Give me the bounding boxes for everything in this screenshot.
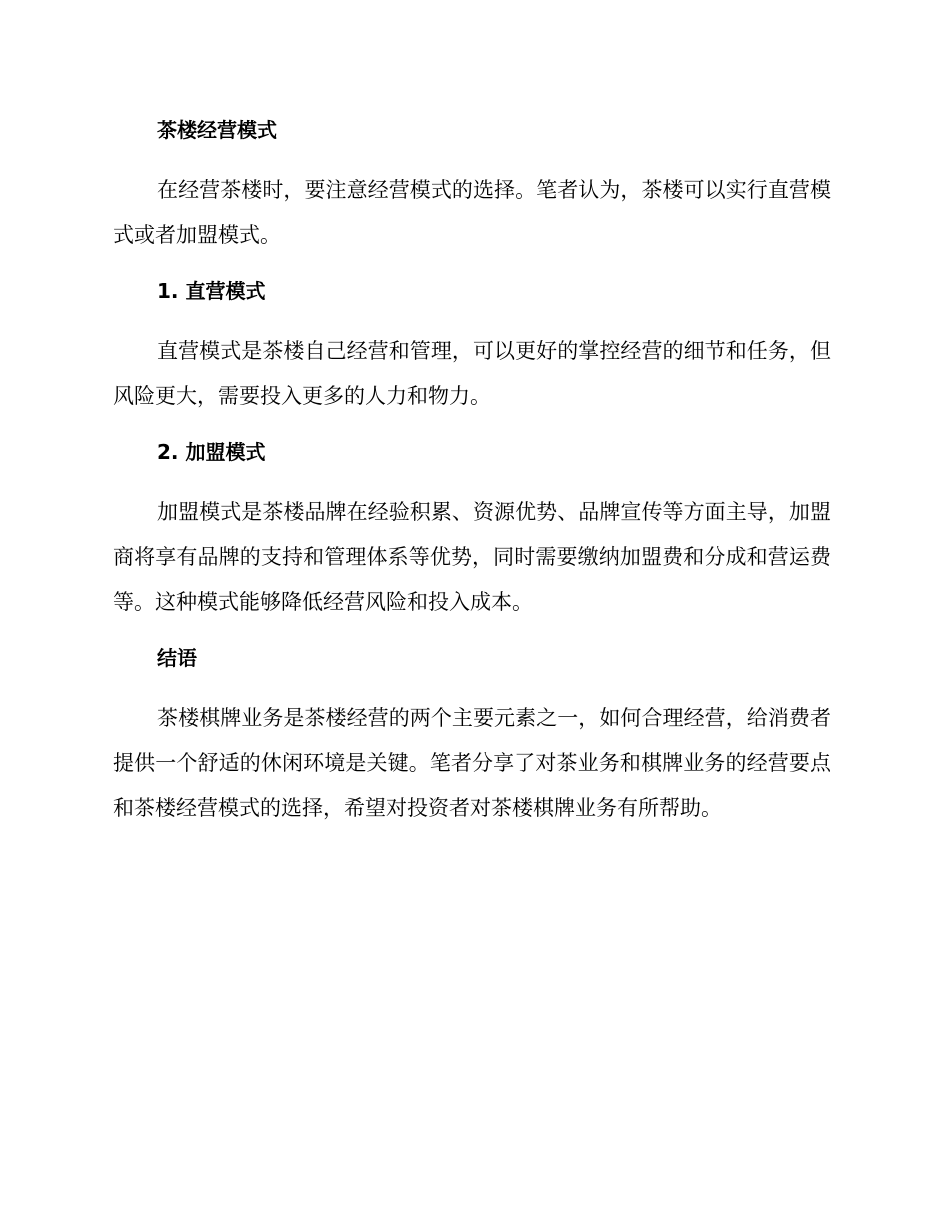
franchise-model-paragraph: 加盟模式是茶楼品牌在经验积累、资源优势、品牌宣传等方面主导，加盟商将享有品牌的支持和管理体系等优势，同时需要缴纳加盟费和分成和营运费等。这种模式能够降低经营风险和投入成本。 <box>113 500 831 614</box>
conclusion-heading: 结语 <box>157 646 197 670</box>
document-page <box>113 112 831 831</box>
franchise-model-heading: 2. 加盟模式 <box>157 440 266 464</box>
direct-model-paragraph: 直营模式是茶楼自己经营和管理，可以更好的掌控经营的细节和任务，但风险更大，需要投入更多的人力和物力。 <box>113 339 831 408</box>
intro-paragraph: 在经营茶楼时，要注意经营模式的选择。笔者认为，茶楼可以实行直营模式或者加盟模式。 <box>113 178 831 247</box>
direct-model-heading: 1. 直营模式 <box>157 279 266 303</box>
conclusion-paragraph: 茶楼棋牌业务是茶楼经营的两个主要元素之一，如何合理经营，给消费者提供一个舒适的休闲环境是关键。笔者分享了对茶业务和棋牌业务的经营要点和茶楼经营模式的选择，希望对投资者对茶楼棋牌业务有所帮助。 <box>113 706 831 820</box>
section-title: 茶楼经营模式 <box>157 118 277 142</box>
